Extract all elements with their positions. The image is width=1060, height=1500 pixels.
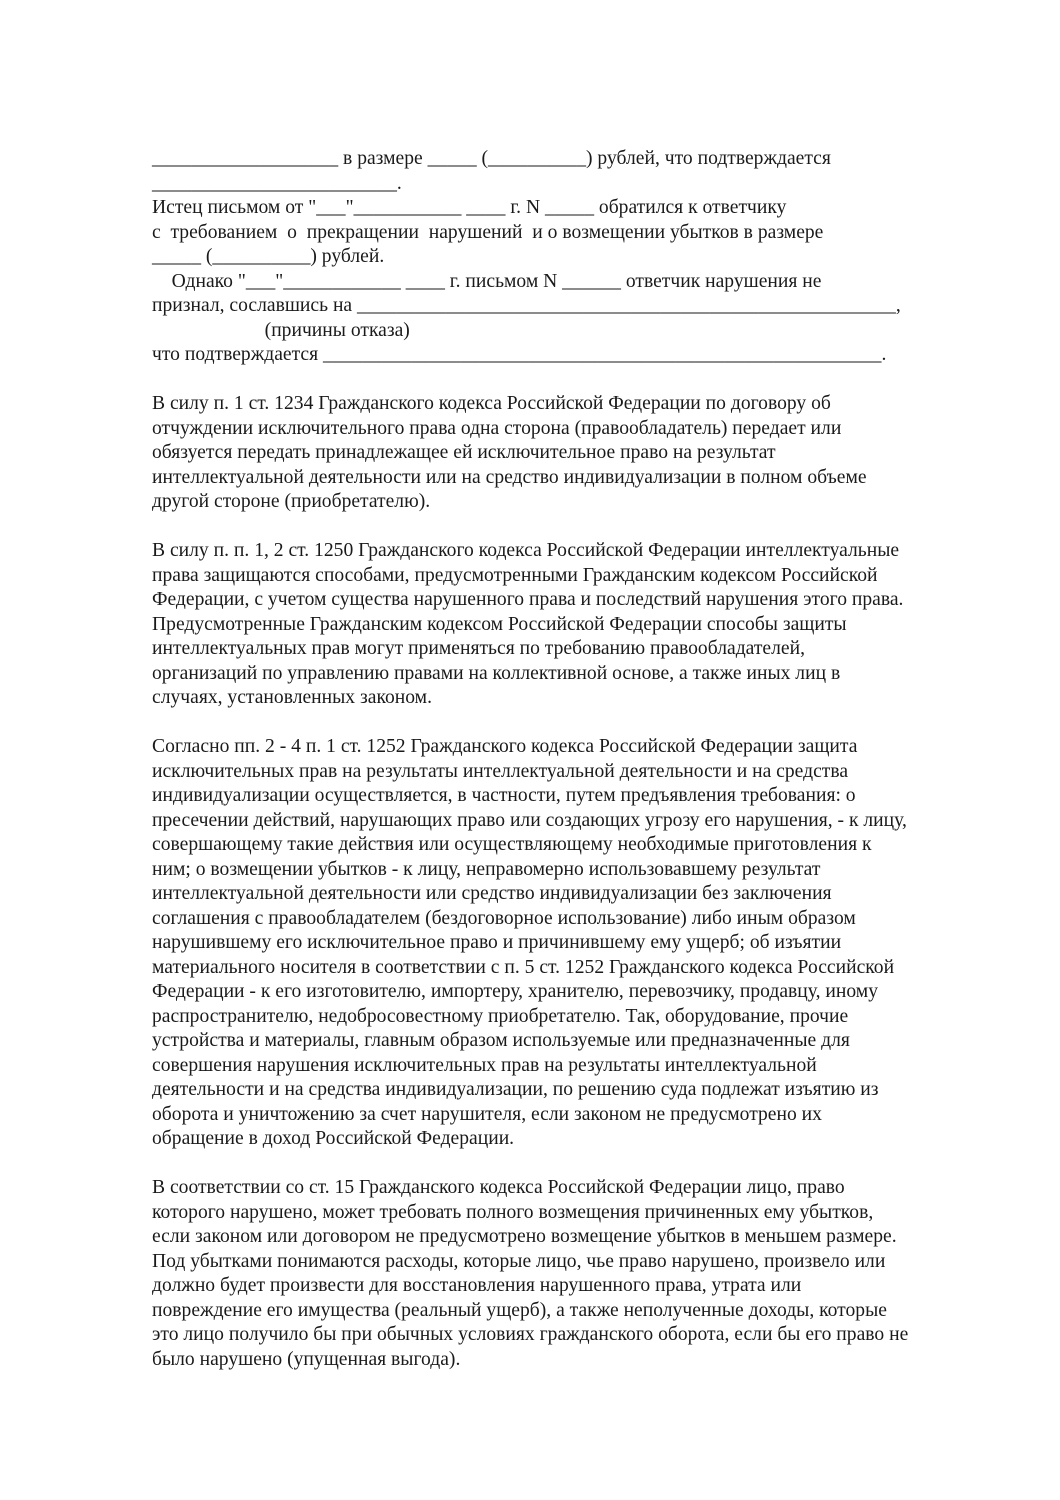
text-line: Под убытками понимаются расходы, которые лицо, чье право нарушено, произвело или xyxy=(152,1250,886,1272)
form-line: Однако "___"____________ ____ г. письмом N ______ ответчик нарушения не xyxy=(152,270,822,292)
text-line: материального носителя в соответствии с п. 5 ст. 1252 Гражданского кодекса Российской xyxy=(152,956,895,978)
text-line: интеллектуальной деятельности или средство индивидуализации без заключения xyxy=(152,883,832,904)
text-line: В силу п. 1 ст. 1234 Гражданского кодекса Российской Федерации по договору об xyxy=(152,393,831,414)
text-line: Согласно пп. 2 - 4 п. 1 ст. 1252 Гражданского кодекса Российской Федерации защита xyxy=(152,736,858,757)
text-line: другой стороне (приобретателю). xyxy=(152,491,431,512)
text-line: повреждение его имущества (реальный ущерб), а также неполученные доходы, которые xyxy=(152,1299,887,1321)
document-body xyxy=(152,147,992,1372)
text-line: должно будет произвести для восстановления нарушенного права, утрата или xyxy=(152,1275,802,1296)
form-line: признал, сославшись на _______________________________________________________, xyxy=(152,295,901,316)
text-line: распространителю, недобросовестному приобретателю. Так, оборудование, прочие xyxy=(152,1005,849,1027)
text-line: права защищаются способами, предусмотренными Гражданским кодексом Российской xyxy=(152,564,878,586)
text-line: обращение в доход Российской Федерации. xyxy=(152,1128,515,1149)
text-line: организаций по управлению правами на коллективной основе, а также иных лиц в xyxy=(152,662,841,684)
form-line: что подтверждается _________________________________________________________. xyxy=(152,344,887,365)
text-line: которого нарушено, может требовать полного возмещения причиненных ему убытков, xyxy=(152,1201,874,1223)
form-line-caption: (причины отказа) xyxy=(152,319,410,341)
form-line: _____ (__________) рублей. xyxy=(152,246,385,267)
paragraph-gap xyxy=(152,1152,992,1177)
paragraph-gap xyxy=(152,515,992,540)
form-line: с требованием о прекращении нарушений и о возмещении убытков в размере xyxy=(152,221,824,243)
text-line: индивидуализации осуществляется, в частности, путем предъявления требования: о xyxy=(152,785,856,806)
paragraph-article-1250 xyxy=(152,539,992,711)
text-line: деятельности и на средства индивидуализации, по решению суда подлежат изъятию из xyxy=(152,1079,879,1100)
text-line: устройства и материалы, главным образом используемые или предназначенные для xyxy=(152,1030,850,1051)
paragraph-gap xyxy=(152,711,992,736)
text-line: соглашения с правообладателем (бездоговорное использование) либо иным образом xyxy=(152,907,856,929)
text-line: случаях, установленных законом. xyxy=(152,687,432,708)
text-line: ним; о возмещении убытков - к лицу, неправомерно использовавшему результат xyxy=(152,858,821,880)
text-line: оборота и уничтожению за счет нарушителя, если законом не предусмотрено их xyxy=(152,1103,822,1125)
text-line: если законом или договором не предусмотрено возмещение убытков в меньшем размере. xyxy=(152,1226,897,1247)
text-line: совершающему такие действия или осуществляющему необходимые приготовления к xyxy=(152,834,872,855)
paragraph-article-1252 xyxy=(152,735,992,1152)
text-line: нарушившему его исключительное право и причинившему ему ущерб; об изъятии xyxy=(152,932,842,953)
text-line: Федерации, с учетом существа нарушенного права и последствий нарушения этого права. xyxy=(152,589,904,610)
form-line: _________________________. xyxy=(152,172,402,194)
text-line: Предусмотренные Гражданским кодексом Российской Федерации способы защиты xyxy=(152,613,847,635)
text-line: совершения нарушения исключительных прав на результаты интеллектуальной xyxy=(152,1054,817,1076)
form-header-block xyxy=(152,147,992,368)
text-line: это лицо получило бы при обычных условиях гражданского оборота, если бы его право не xyxy=(152,1324,909,1345)
text-line: В соответствии со ст. 15 Гражданского кодекса Российской Федерации лицо, право xyxy=(152,1177,845,1198)
text-line: Федерации - к его изготовителю, импортеру, хранителю, перевозчику, продавцу, иному xyxy=(152,981,878,1002)
form-line: ___________________ в размере _____ (__________) рублей, что подтверждается xyxy=(152,148,831,169)
paragraph-gap xyxy=(152,368,992,393)
text-line: исключительных прав на результаты интеллектуальной деятельности и на средства xyxy=(152,760,849,782)
paragraph-article-1234 xyxy=(152,392,992,515)
text-line: В силу п. п. 1, 2 ст. 1250 Гражданского кодекса Российской Федерации интеллектуальные xyxy=(152,540,900,561)
text-line: обязуется передать принадлежащее ей исключительное право на результат xyxy=(152,442,776,463)
text-line: интеллектуальных прав могут применяться по требованию правообладателей, xyxy=(152,638,805,659)
text-line: пресечении действий, нарушающих право или создающих угрозу его нарушения, - к лицу, xyxy=(152,809,907,831)
text-line: было нарушено (упущенная выгода). xyxy=(152,1348,461,1370)
form-line: Истец письмом от "___"___________ ____ г. N _____ обратился к ответчику xyxy=(152,197,787,218)
paragraph-article-15 xyxy=(152,1176,992,1372)
text-line: отчуждении исключительного права одна сторона (правообладатель) передает или xyxy=(152,417,842,439)
text-line: интеллектуальной деятельности или на средство индивидуализации в полном объеме xyxy=(152,466,867,488)
